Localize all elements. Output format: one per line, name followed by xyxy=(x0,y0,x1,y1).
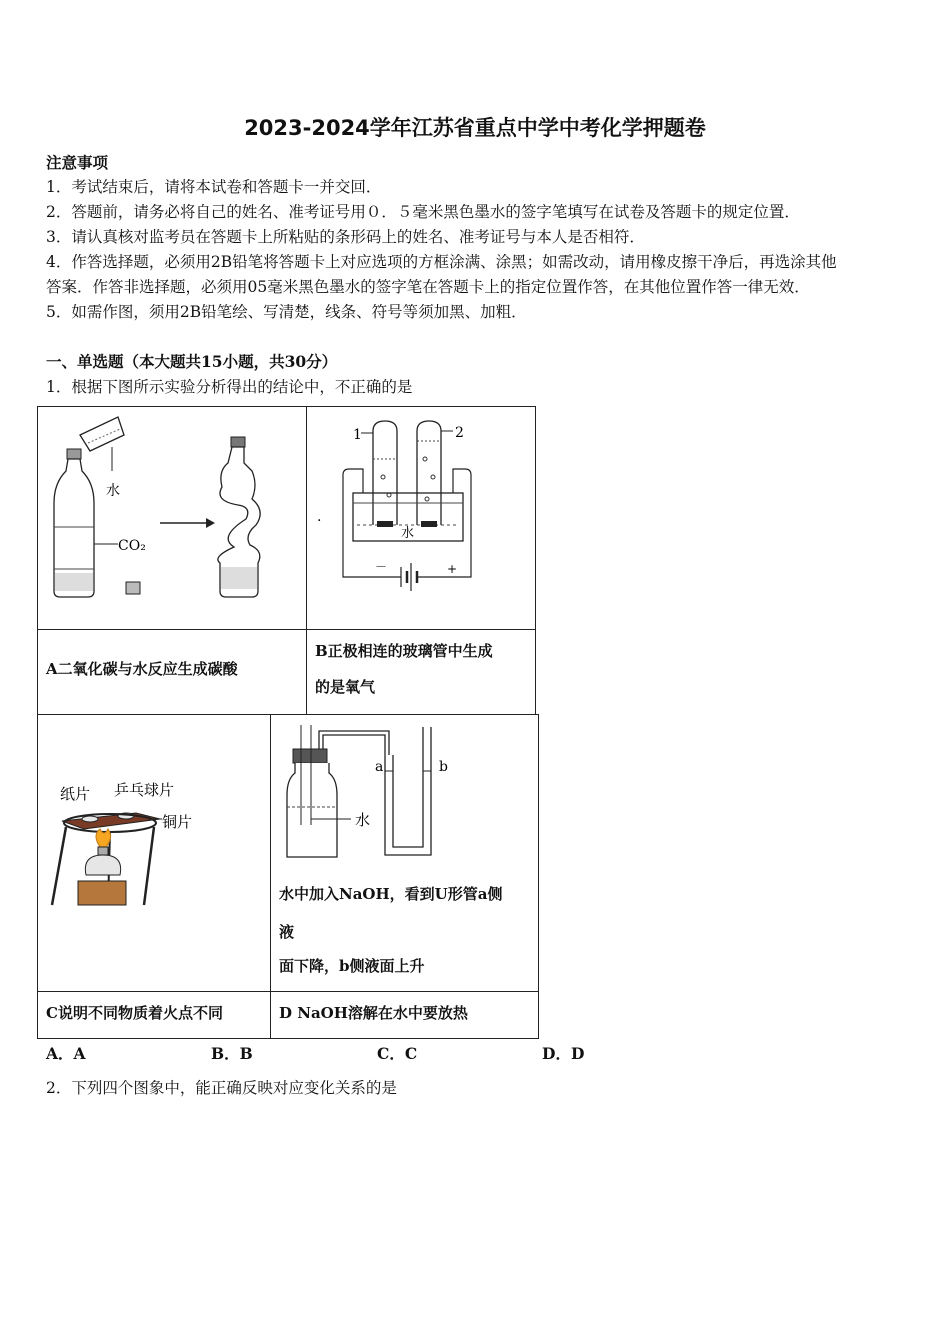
svg-text:1: 1 xyxy=(353,427,362,443)
option-b[interactable]: B．B xyxy=(211,1044,253,1063)
caption-c-cell xyxy=(37,991,271,1039)
svg-text:水: 水 xyxy=(401,526,415,541)
svg-text:.: . xyxy=(317,509,322,525)
svg-text:CO₂: CO₂ xyxy=(118,538,146,554)
d-text-line-2: 液 xyxy=(279,923,295,941)
notes-item: 1．考试结束后，请将本试卷和答题卡一并交回． xyxy=(46,178,382,196)
svg-text:乒乓球片: 乒乓球片 xyxy=(114,781,175,799)
caption-d: D NaOH溶解在水中要放热 xyxy=(279,1004,468,1022)
svg-text:a: a xyxy=(375,759,384,775)
caption-b-line-1: B正极相连的玻璃管中生成 xyxy=(315,642,493,660)
caption-b-cell xyxy=(306,629,536,715)
d-text-line-3: 面下降，b侧液面上升 xyxy=(279,957,425,975)
svg-text:+: + xyxy=(447,562,458,576)
figure-c-cell xyxy=(37,714,271,992)
co2-bottle-figure xyxy=(38,407,306,629)
svg-text:水: 水 xyxy=(106,483,120,499)
notes-heading: 注意事项 xyxy=(46,153,109,172)
notes-item: 5．如需作图，须用2B铅笔绘、写清楚，线条、符号等须加黑、加粗． xyxy=(46,303,527,321)
svg-text:铜片: 铜片 xyxy=(162,813,193,831)
svg-text:水: 水 xyxy=(355,811,371,829)
u-tube-figure xyxy=(271,715,538,865)
caption-a: A二氧化碳与水反应生成碳酸 xyxy=(46,660,238,678)
notes-item: 4．作答选择题，必须用2B铅笔将答题卡上对应选项的方框涂满、涂黑；如需改动，请用橡皮擦干净后，再选涂其他 xyxy=(46,253,837,271)
caption-c: C说明不同物质着火点不同 xyxy=(46,1004,223,1022)
d-text-line-1: 水中加入NaOH，看到U形管a侧 xyxy=(279,885,503,903)
svg-text:纸片: 纸片 xyxy=(60,785,91,803)
figure-d-cell xyxy=(270,714,539,992)
ignition-point-figure xyxy=(38,715,270,991)
option-c[interactable]: C．C xyxy=(377,1044,418,1063)
question-1-stem: 1．根据下图所示实验分析得出的结论中，不正确的是 xyxy=(46,378,413,396)
caption-b-line-2: 的是氧气 xyxy=(315,678,376,696)
notes-item: 答案．作答非选择题，必须用05毫米黑色墨水的签字笔在答题卡上的指定位置作答，在其他位置作答一律无效． xyxy=(46,278,810,296)
svg-text:b: b xyxy=(439,759,448,775)
notes-section xyxy=(46,150,906,325)
figure-b-cell xyxy=(306,406,536,630)
section-heading: 一、单选题（本大题共15小题，共30分） xyxy=(46,352,338,371)
option-a[interactable]: A．A xyxy=(46,1044,86,1063)
caption-d-cell xyxy=(270,991,539,1039)
notes-item: 2．答题前，请务必将自己的姓名、准考证号用０．５毫米黑色墨水的签字笔填写在试卷及答题卡的规定位置． xyxy=(46,203,800,221)
figure-a-cell xyxy=(37,406,307,630)
svg-text:－: － xyxy=(375,560,388,574)
question-2-stem: 2．下列四个图象中，能正确反映对应变化关系的是 xyxy=(46,1079,397,1097)
svg-text:2: 2 xyxy=(455,425,464,441)
page-title: 2023-2024学年江苏省重点中学中考化学押题卷 xyxy=(244,116,706,140)
electrolysis-figure xyxy=(307,407,535,629)
notes-item: 3．请认真核对监考员在答题卡上所粘贴的条形码上的姓名、准考证号与本人是否相符． xyxy=(46,228,645,246)
option-d[interactable]: D．D xyxy=(542,1044,585,1063)
caption-a-cell xyxy=(37,629,307,715)
